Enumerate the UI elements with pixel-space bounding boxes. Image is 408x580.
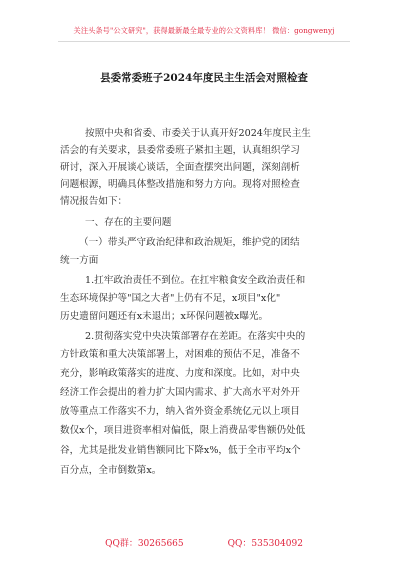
body-line: 研讨，深入开展谈心谈话，全面查摆突出问题，深刻剖析 (60, 162, 300, 173)
body-line: 问题根源，明确具体整改措施和努力方向。现将对照检查 (60, 179, 300, 190)
body-line: 活会的有关要求，县委常委班子紧扣主题，认真组织学习 (60, 145, 300, 156)
body-line: 生态环境保护等"国之大者"上仍有不足，x项目"x化" (60, 293, 281, 304)
body-line: 历史遗留问题还有x未退出；x环保问题被x曝光。 (60, 311, 269, 322)
body-line: 百分点，全市倒数第x。 (60, 465, 162, 476)
footer-qq-number: QQ：535304092 (227, 539, 303, 549)
footer-contact (0, 536, 408, 549)
footer-qq-group: QQ群：30265665 (105, 539, 184, 549)
section-heading: 一、存在的主要问题 (85, 217, 172, 228)
body-line: 情况报告如下： (60, 196, 128, 207)
subsection-heading-cont: 统一方面 (60, 255, 99, 266)
body-line: 充分，影响政策落实的进度、力度和深度。比如，对中央 (60, 368, 300, 379)
body-line: 经济工作会提出的着力扩大国内需求、扩大高水平对外开 (60, 387, 300, 398)
body-line: 按照中央和省委、市委关于认真开好2024年度民主生 (85, 128, 311, 139)
document-title: 县委常委班子2024年度民主生活会对照检查 (100, 72, 308, 84)
body-line: 方针政策和重大决策部署上，对困难的预估不足，准备不 (60, 349, 300, 360)
body-line: 2.贯彻落实党中央决策部署存在差距。在落实中央的 (85, 331, 306, 342)
body-line: 1.扛牢政治责任不到位。在扛牢粮食安全政治责任和 (85, 275, 306, 286)
body-line: 数仅x个，项目进资率相对偏低，限上消费品零售额仍处低 (60, 425, 306, 436)
header-banner: 关注头条号"公文研究"，获得最新最全最专业的公文资料库！ 微信：gongwenyj (73, 26, 335, 35)
body-line: 放等重点工作落实不力，纳入省外资金系统亿元以上项目 (60, 406, 300, 417)
header-divider (58, 41, 350, 42)
subsection-heading: （一）带头严守政治纪律和政治规矩，维护党的团结 (79, 237, 300, 248)
body-line: 谷，尤其是批发业销售额同比下降x%，低于全市平均x个 (60, 445, 301, 456)
